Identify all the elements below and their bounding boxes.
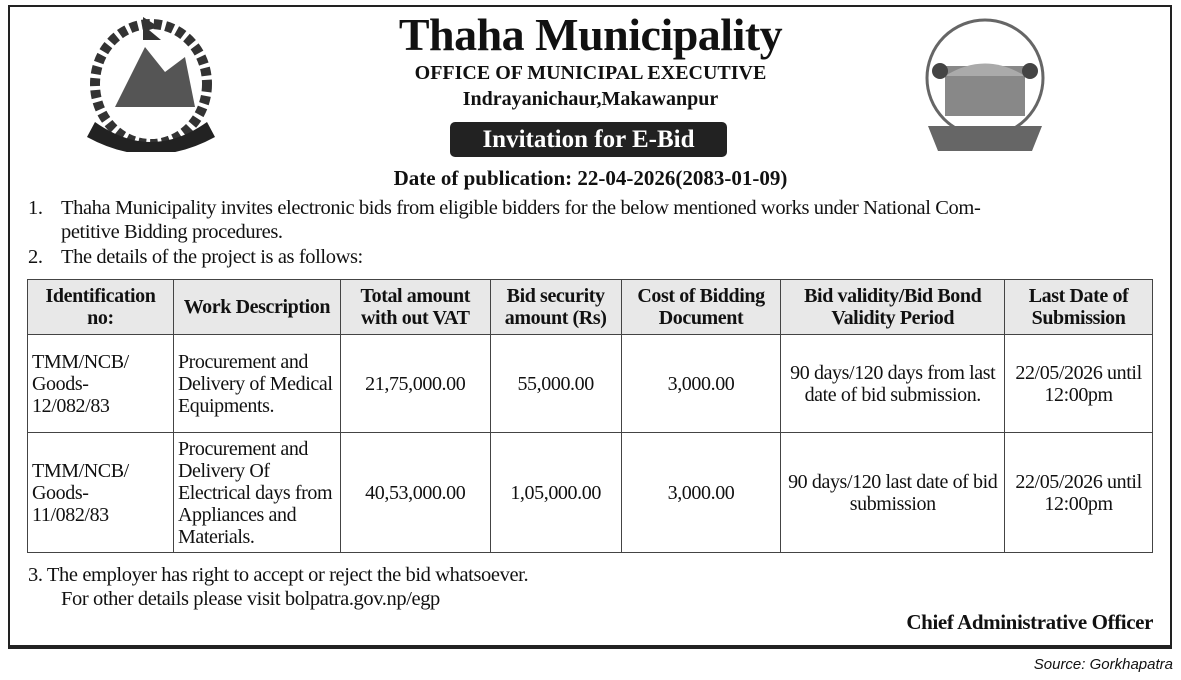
signatory: Chief Administrative Officer [906, 610, 1153, 634]
item-number: 1. [28, 197, 43, 219]
publication-date: Date of publication: 22-04-2026(2083-01-09) [393, 166, 788, 190]
cell-last-date: 22/05/2026 until 12:00pm [1005, 433, 1153, 553]
table-row [28, 433, 1153, 553]
cell-total: 40,53,000.00 [340, 433, 490, 553]
source-credit: Source: Gorkhapatra [1033, 656, 1173, 673]
column-header: Work Description [173, 280, 340, 335]
invitation-badge: Invitation for E-Bid [450, 122, 727, 157]
cell-last-date: 22/05/2026 until 12:00pm [1005, 335, 1153, 433]
column-header: Bid security amount (Rs) [490, 280, 621, 335]
cell-id: TMM/NCB/ Goods- 11/082/83 [28, 433, 174, 553]
item1-text-cont: petitive Bidding procedures. [61, 221, 283, 243]
cell-total: 21,75,000.00 [340, 335, 490, 433]
item1-text: Thaha Municipality invites electronic bids from eligible bidders for the below mentioned works under National Com- [61, 197, 981, 219]
table-header-row [28, 280, 1153, 335]
column-header: Bid validity/Bid Bond Validity Period [781, 280, 1005, 335]
item-number: 2. [28, 246, 43, 268]
column-header: Identification no: [28, 280, 174, 335]
cell-id: TMM/NCB/ Goods- 12/082/83 [28, 335, 174, 433]
cell-security: 55,000.00 [490, 335, 621, 433]
details-link-text: For other details please visit bolpatra.gov.np/egp [61, 588, 440, 610]
cell-description: Procurement and Delivery of Medical Equipments. [173, 335, 340, 433]
item2-text: The details of the project is as follows: [61, 246, 363, 268]
page-title: Thaha Municipality [398, 9, 783, 60]
office-address: Indrayanichaur,Makawanpur [462, 88, 719, 110]
column-header: Cost of Bidding Document [621, 280, 781, 335]
column-header: Total amount with out VAT [340, 280, 490, 335]
cell-validity: 90 days/120 last date of bid submission [781, 433, 1005, 553]
column-header: Last Date of Submission [1005, 280, 1153, 335]
cell-validity: 90 days/120 days from last date of bid submission. [781, 335, 1005, 433]
cell-cost: 3,000.00 [621, 335, 781, 433]
cell-cost: 3,000.00 [621, 433, 781, 553]
item3-text: 3. The employer has right to accept or reject the bid whatsoever. [28, 564, 529, 586]
table-row [28, 335, 1153, 433]
cell-description: Procurement and Delivery Of Electrical days from Appliances and Materials. [173, 433, 340, 553]
bid-table [27, 279, 1153, 553]
office-name: OFFICE OF MUNICIPAL EXECUTIVE [414, 62, 767, 84]
cell-security: 1,05,000.00 [490, 433, 621, 553]
